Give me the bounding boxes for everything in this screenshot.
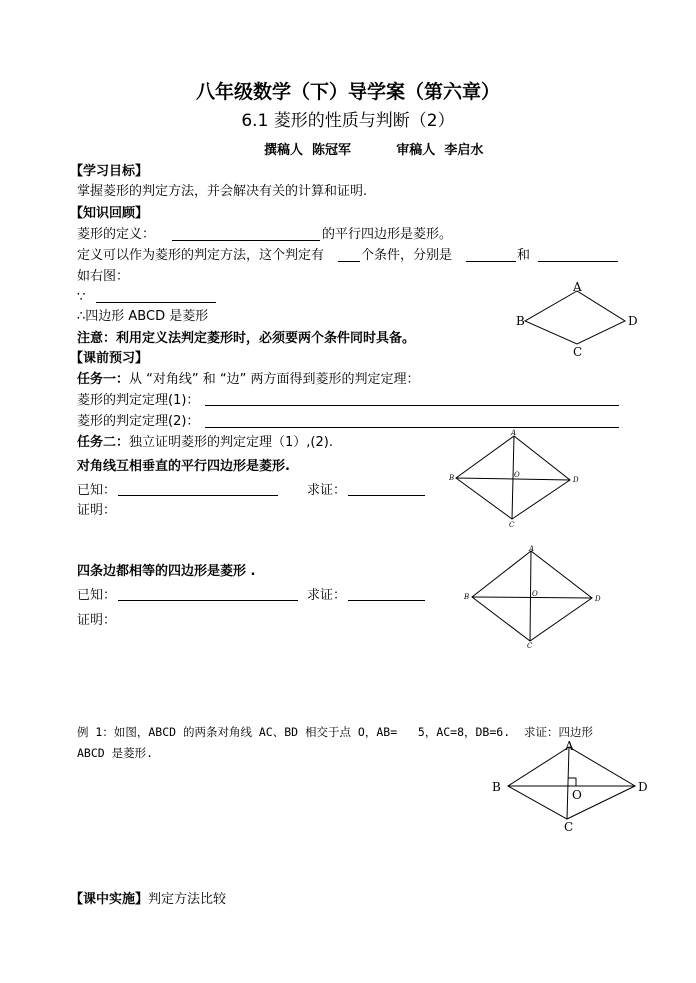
condition1-blank[interactable] (466, 261, 516, 262)
authors-line: 撰稿人 陈冠军 审稿人 李启水 (264, 143, 484, 158)
theorem1-label: 菱形的判定定理(1)： (77, 393, 200, 408)
goals-heading: 【学习目标】 (70, 164, 149, 179)
label-c: C (564, 820, 574, 834)
label-c: C (573, 345, 583, 359)
label-d: D (595, 595, 601, 603)
label-d: D (573, 476, 579, 484)
theorem2-label: 菱形的判定定理(2)： (77, 414, 200, 429)
rhombus-figure-4 (490, 738, 650, 834)
condition2-blank[interactable] (538, 261, 618, 262)
label-c: C (527, 642, 533, 650)
label-b: B (492, 780, 501, 794)
label-c: C (509, 521, 515, 529)
task2-text: 独立证明菱形的判定定理（1）,(2). (129, 435, 333, 450)
definition-blank[interactable] (172, 240, 320, 241)
label-a: A (565, 739, 574, 753)
review-line3: 如右图： (77, 269, 130, 284)
theorem1-blank[interactable] (205, 405, 619, 406)
proof1-statement: 对角线互相垂直的平行四边形是菱形. (77, 459, 290, 474)
in-class-text: 判定方法比较 (148, 892, 227, 907)
label-b: B (464, 593, 470, 601)
diagonal-ac (567, 747, 569, 819)
preview-heading: 【课前预习】 (70, 351, 149, 366)
because-blank[interactable] (96, 302, 216, 303)
example1-line1: 例 1：如图，ABCD 的两条对角线 AC、BD 相交于点 O，AB= 5，AC=8，DB=6. 求证：四边形 (77, 725, 593, 739)
proof1-given-label: 已知： (77, 483, 117, 498)
review-line2-b: 个条件，分别是 (361, 248, 453, 263)
label-d: D (638, 780, 648, 794)
task1-text: 从 “对角线” 和 “边” 两方面得到菱形的判定定理： (129, 372, 420, 387)
definition-suffix: 的平行四边形是菱形。 (322, 227, 453, 242)
rhombus-1-outline (525, 291, 625, 344)
rhombus-figure-3 (460, 545, 610, 650)
label-o: O (572, 788, 582, 802)
proof1-proof-label: 证明： (77, 503, 117, 518)
label-b: B (449, 474, 455, 482)
goals-text: 掌握菱形的判定方法，并会解决有关的计算和证明. (77, 184, 368, 199)
proof2-proof-label: 证明： (77, 613, 117, 628)
definition-prefix: 菱形的定义： (77, 227, 156, 242)
label-a: A (511, 429, 517, 437)
proof1-prove-blank[interactable] (348, 495, 425, 496)
theorem2-blank[interactable] (205, 427, 619, 428)
right-angle-mark (568, 778, 576, 786)
section-title: 6.1 菱形的性质与判断（2） (241, 111, 455, 131)
proof2-given-label: 已知： (77, 588, 117, 603)
proof2-prove-blank[interactable] (348, 600, 425, 601)
review-line2-c: 和 (517, 248, 531, 263)
task1-label: 任务一： (77, 372, 130, 387)
proof2-statement: 四条边都相等的四边形是菱形 . (77, 564, 256, 579)
review-line2-a: 定义可以作为菱形的判定方法，这个判定有 (77, 248, 325, 263)
in-class-line (70, 891, 226, 908)
label-d: D (628, 314, 638, 328)
label-o: O (532, 590, 538, 598)
proof2-prove-label: 求证： (307, 588, 347, 603)
rhombus-figure-2 (448, 429, 588, 529)
because-symbol: ∵ (77, 290, 86, 305)
note-text: 注意：利用定义法判定菱形时，必须要两个条件同时具备。 (77, 331, 416, 346)
page-title: 八年级数学（下）导学案（第六章） (195, 81, 500, 103)
proof1-given-blank[interactable] (118, 495, 278, 496)
task1-line (77, 371, 420, 388)
diagonal-ac (530, 551, 531, 641)
proof1-prove-label: 求证： (307, 483, 347, 498)
review-heading: 【知识回顾】 (70, 206, 149, 221)
label-a: A (529, 545, 535, 553)
rhombus-4-outline (508, 747, 635, 819)
label-o: O (514, 471, 520, 479)
therefore-line: ∴四边形 ABCD 是菱形 (77, 309, 209, 324)
condition-count-blank[interactable] (338, 261, 360, 262)
task2-line (77, 434, 333, 451)
proof2-given-blank[interactable] (118, 600, 298, 601)
in-class-heading: 【课中实施】 (70, 892, 149, 907)
label-b: B (516, 314, 525, 328)
rhombus-figure-1 (515, 280, 645, 359)
task2-label: 任务二： (77, 435, 130, 450)
example1-line2: ABCD 是菱形. (77, 746, 154, 760)
label-a: A (573, 280, 582, 294)
